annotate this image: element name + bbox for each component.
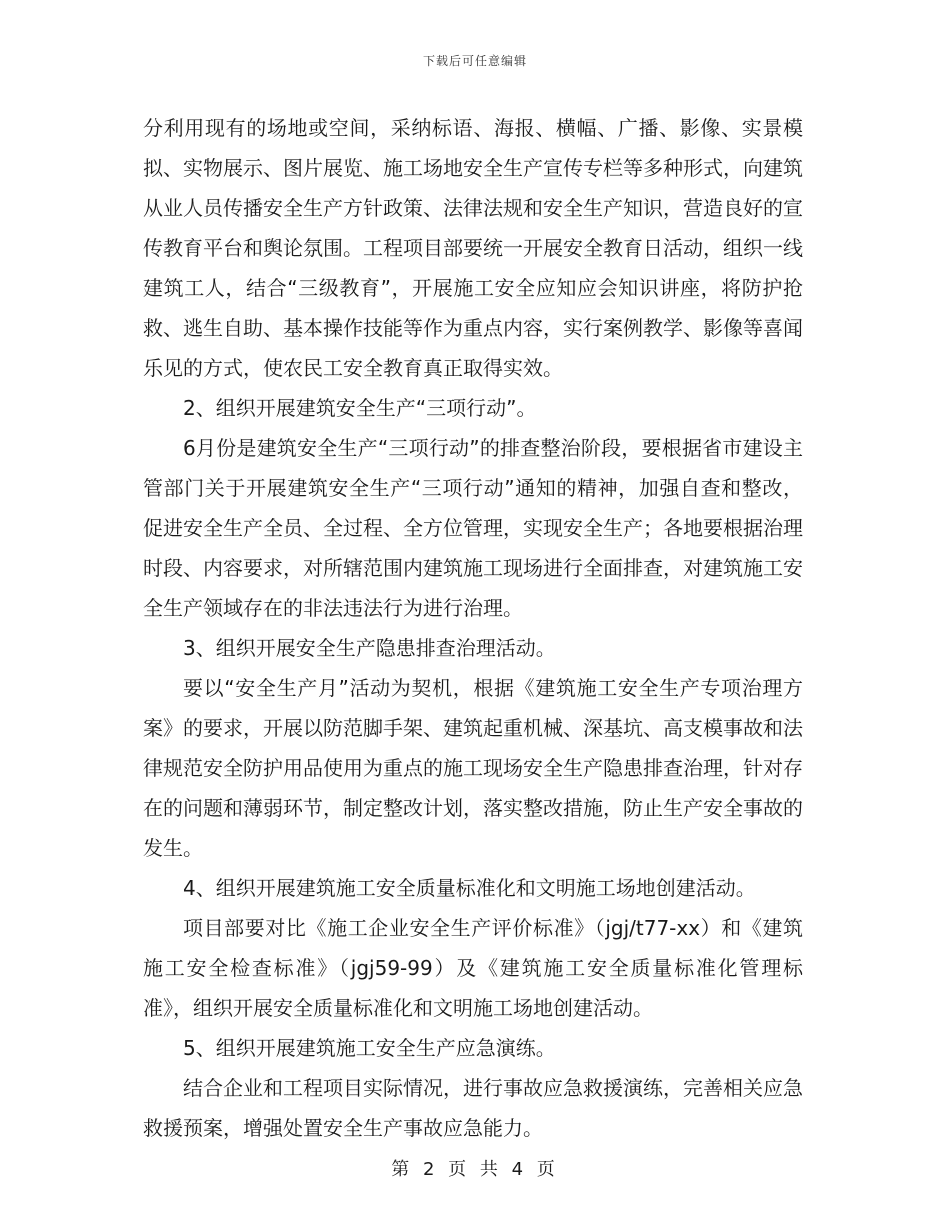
section-heading-5: 5、组织开展建筑施工安全生产应急演练。 — [183, 1036, 556, 1060]
section-heading-2: 2、组织开展建筑安全生产“三项行动”。 — [183, 396, 537, 420]
page-header: 下载后可任意编辑 — [422, 54, 527, 68]
paragraph-hazard-inspection: 要以“安全生产月”活动为契机，根据《建筑施工安全生产专项治理方案》的要求，开展以防范脚手架、建筑起重机械、深基坑、高支模事故和法律规范安全防护用品使用为重点的施工现场安全生产隐患排查治理，针对存在的问题和薄弱环节，制定整改计划，落实整改措施，防止生产安全事故的发生。 — [143, 676, 803, 860]
section-heading-4: 4、组织开展建筑施工安全质量标准化和文明施工场地创建活动。 — [183, 876, 756, 900]
section-heading-3: 3、组织开展安全生产隐患排查治理活动。 — [183, 636, 556, 660]
page-number: 第 2 页 共 4 页 — [391, 1159, 559, 1180]
paragraph-emergency-drill: 结合企业和工程项目实际情况，进行事故应急救援演练，完善相关应急救援预案，增强处置安全生产事故应急能力。 — [143, 1076, 803, 1140]
paragraph-standardization: 项目部要对比《施工企业安全生产评价标准》（jgj/t77-xx）和《建筑施工安全检查标准》（jgj59-99）及《建筑施工安全质量标准化管理标准》，组织开展安全质量标准化和文明施工场地创建活动。 — [143, 916, 803, 1020]
paragraph-three-actions: 6月份是建筑安全生产“三项行动”的排查整治阶段，要根据省市建设主管部门关于开展建筑安全生产“三项行动”通知的精神，加强自查和整改，促进安全生产全员、全过程、全方位管理，实现安全生产；各地要根据治理时段、内容要求，对所辖范围内建筑施工现场进行全面排查，对建筑施工安全生产领域存在的非法违法行为进行治理。 — [143, 436, 803, 620]
paragraph-continuation: 分利用现有的场地或空间，采纳标语、海报、横幅、广播、影像、实景模拟、实物展示、图片展览、施工场地安全生产宣传专栏等多种形式，向建筑从业人员传播安全生产方针政策、法律法规和安全生产知识，营造良好的宣传教育平台和舆论氛围。工程项目部要统一开展安全教育日活动，组织一线建筑工人，结合“三级教育”，开展施工安全应知应会知识讲座，将防护抢救、逃生自助、基本操作技能等作为重点内容，实行案例教学、影像等喜闻乐见的方式，使农民工安全教育真正取得实效。 — [143, 116, 803, 380]
document-body — [143, 108, 803, 1148]
